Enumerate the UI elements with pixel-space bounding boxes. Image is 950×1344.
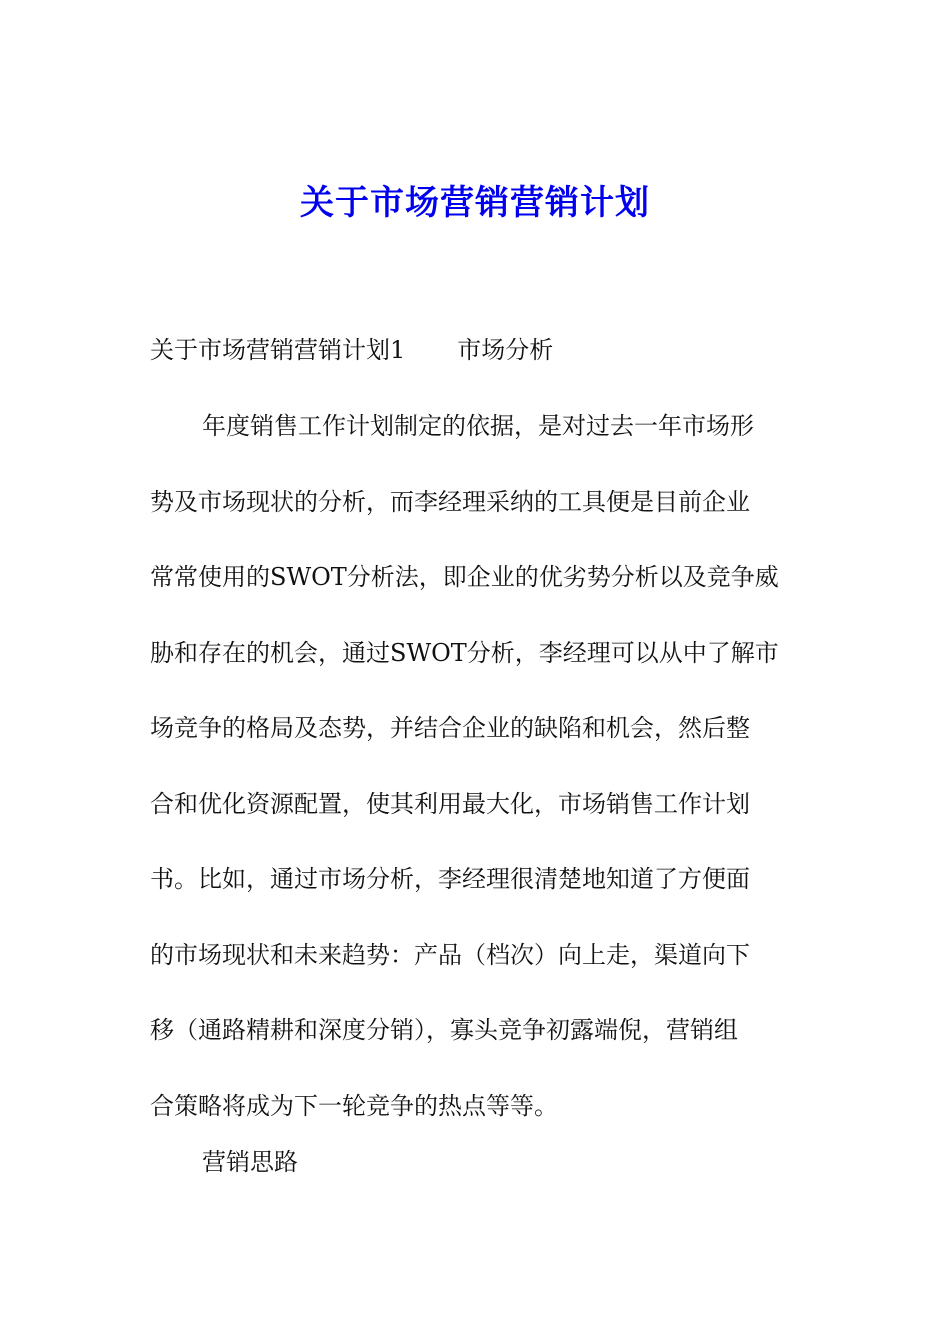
section-heading: 营销思路 [202,1148,298,1176]
intro-label: 关于市场营销营销计划1 [150,336,406,364]
paragraph-line: 年度销售工作计划制定的依据，是对过去一年市场形 [202,412,754,440]
intro-line [150,313,802,389]
paragraph-line: 势及市场现状的分析，而李经理采纳的工具便是目前企业 [150,487,750,516]
paragraph-line: 合和优化资源配置，使其利用最大化，市场销售工作计划 [150,789,750,818]
paragraph-line: 书。比如，通过市场分析，李经理很清楚地知道了方便面 [150,865,750,893]
paragraph-line: 移（通路精耕和深度分销），寡头竞争初露端倪，营销组 [150,1016,738,1044]
paragraph-line: 胁和存在的机会，通过SWOT分析，李经理可以从中了解市 [150,638,779,667]
intro-section-title: 市场分析 [457,336,554,364]
paragraph-line: 的市场现状和未来趋势：产品（档次）向上走，渠道向下 [150,940,750,969]
paragraph-line: 合策略将成为下一轮竞争的热点等等。 [150,1091,558,1120]
paragraph-line: 场竞争的格局及态势，并结合企业的缺陷和机会，然后整 [150,714,750,742]
document-title: 关于市场营销营销计划 [300,183,650,223]
body-paragraph [150,389,802,1144]
paragraph-line: 常常使用的SWOT分析法，即企业的优劣势分析以及竞争威 [150,563,779,591]
